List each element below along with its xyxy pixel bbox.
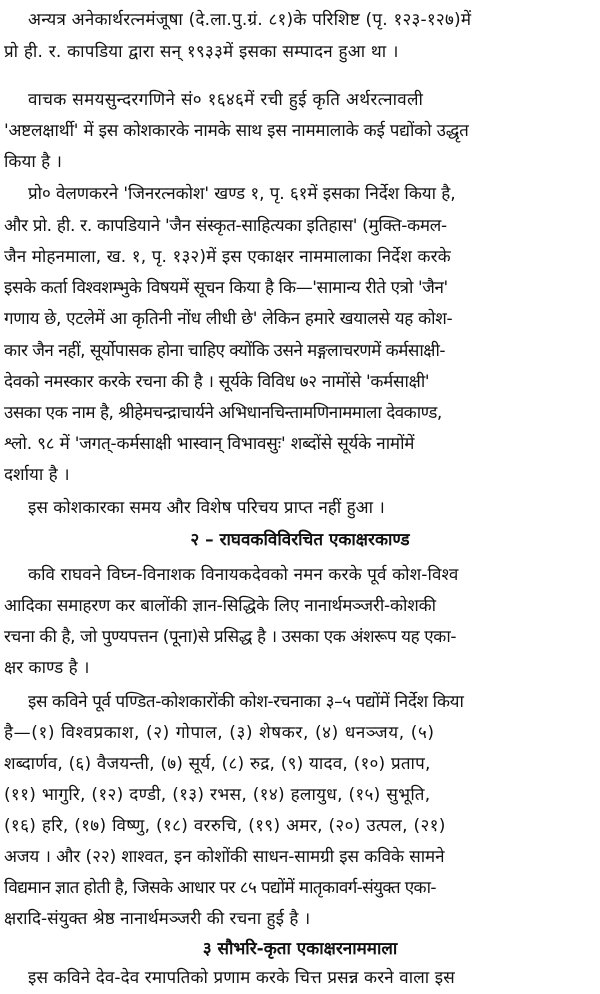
text-line: (११) भागुरि, (१२) दण्डी, (१३) रभस, (१४) हलायुध, (१५) सुभूति, xyxy=(4,785,431,805)
text-line: इस कोशकारका समय और विशेष परिचय प्राप्त नहीं हुआ । xyxy=(28,498,385,518)
text-line: इसके कर्ता विश्वशम्भुके विषयमें सूचन किया है कि—'सामान्य रीते एत्रो 'जैन' xyxy=(4,278,448,298)
text-line: विद्यमान ज्ञात होती है, जिसके आधार पर ८५ पद्योंमें मातृकावर्ग-संयुक्त एका- xyxy=(4,878,436,898)
text-line: कवि राघवने विघ्न-विनाशक विनायकदेवको नमन करके पूर्व कोश-विश्व xyxy=(28,565,459,585)
text-line: गणाय छे, एटलेमें आ कृतिनी नोंध लीधी छे' लेकिन हमारे खयालसे यह कोश- xyxy=(4,309,453,329)
text-line: किया है । xyxy=(4,152,62,172)
text-line: जैन मोहनमाला, ख. १, पृ. १३२)में इस एकाक्षर नाममालाका निर्देश करके xyxy=(4,247,451,267)
section-heading: ३ सौभरि-कृता एकाक्षरनाममाला xyxy=(202,939,398,959)
text-line: रचना की है, जो पुण्यपत्तन (पूना)से प्रसिद्ध है । उसका एक अंशरूप यह एका- xyxy=(4,627,457,647)
text-line: अन्यत्र अनेकार्थरत्नमंजूषा (दे.ला.पु.ग्रं. ८१)के परिशिष्ट (पृ. १२३-१२७)में xyxy=(28,10,472,30)
text-line: कार जैन नहीं, सूर्योपासक होना चाहिए क्योंकि उसने मङ्गलाचरणमें कर्मसाक्षी- xyxy=(4,341,445,361)
text-line: आदिका समाहरण कर बालोंकी ज्ञान-सिद्धिके लिए नानार्थमञ्जरी-कोशकी xyxy=(4,596,436,616)
text-line: प्रो ही. र. कापडिया द्वारा सन् १९३३में इसका सम्पादन हुआ था । xyxy=(4,42,399,62)
text-line: देवको नमस्कार करके रचना की है । सूर्यके विविध ७२ नामोंसे 'कर्मसाक्षी' xyxy=(4,372,430,392)
text-line: क्षरादि-संयुक्त श्रेष्ठ नानार्थमञ्जरी की रचना हुई है । xyxy=(4,909,311,929)
section-heading: २ – राघवकविविरचित एकाक्षरकाण्ड xyxy=(190,530,410,550)
text-line: प्रो० वेलणकरने 'जिनरत्नकोश' खण्ड १, पृ. ६१में इसका निर्देश किया है, xyxy=(28,184,456,204)
text-line: क्षर काण्ड है । xyxy=(4,658,90,678)
text-line: दर्शाया है । xyxy=(4,465,70,485)
text-line: श्लो. ९८ में 'जगत्-कर्मसाक्षी भास्वान् विभावसुः' शब्दोंसे सूर्यके नामोंमें xyxy=(4,434,415,454)
text-line: और प्रो. ही. र. कापडियाने 'जैन संस्कृत-साहित्यका इतिहास' (मुक्ति-कमल- xyxy=(4,216,447,236)
text-line: उसका एक नाम है, श्रीहेमचन्द्राचार्यने अभिधानचिन्तामणिनाममाला देवकाण्ड, xyxy=(4,403,442,423)
text-line: इस कविने देव-देव रमापतिको प्रणाम करके चित्त प्रसन्न करने वाला इस xyxy=(28,968,455,988)
text-line: वाचक समयसुन्दरगणिने सं० १६४६में रची हुई कृति अर्थरत्नावली xyxy=(28,90,424,110)
text-line: (१६) हरि, (१७) विष्णु, (१८) वररुचि, (१९) अमर, (२०) उत्पल, (२१) xyxy=(4,816,446,836)
text-line: शब्दार्णव, (६) वैजयन्ती, (७) सूर्य, (८) रुद्र, (९) यादव, (१०) प्रताप, xyxy=(4,754,431,774)
text-line: अजय । और (२२) शाश्वत, इन कोशोंकी साधन-सामग्री इस कविके सामने xyxy=(4,847,445,867)
text-line: है—(१) विश्वप्रकाश, (२) गोपाल, (३) शेषकर, (४) धनञ्जय, (५) xyxy=(4,723,435,743)
text-line: 'अष्टलक्षार्थी' में इस कोशकारके नामके साथ इस नाममालाके कई पद्योंको उद्धृत xyxy=(4,121,469,141)
text-line: इस कविने पूर्व पण्डित-कोशकारोंकी कोश-रचनाका ३–५ पद्योंमें निर्देश किया xyxy=(28,692,464,712)
